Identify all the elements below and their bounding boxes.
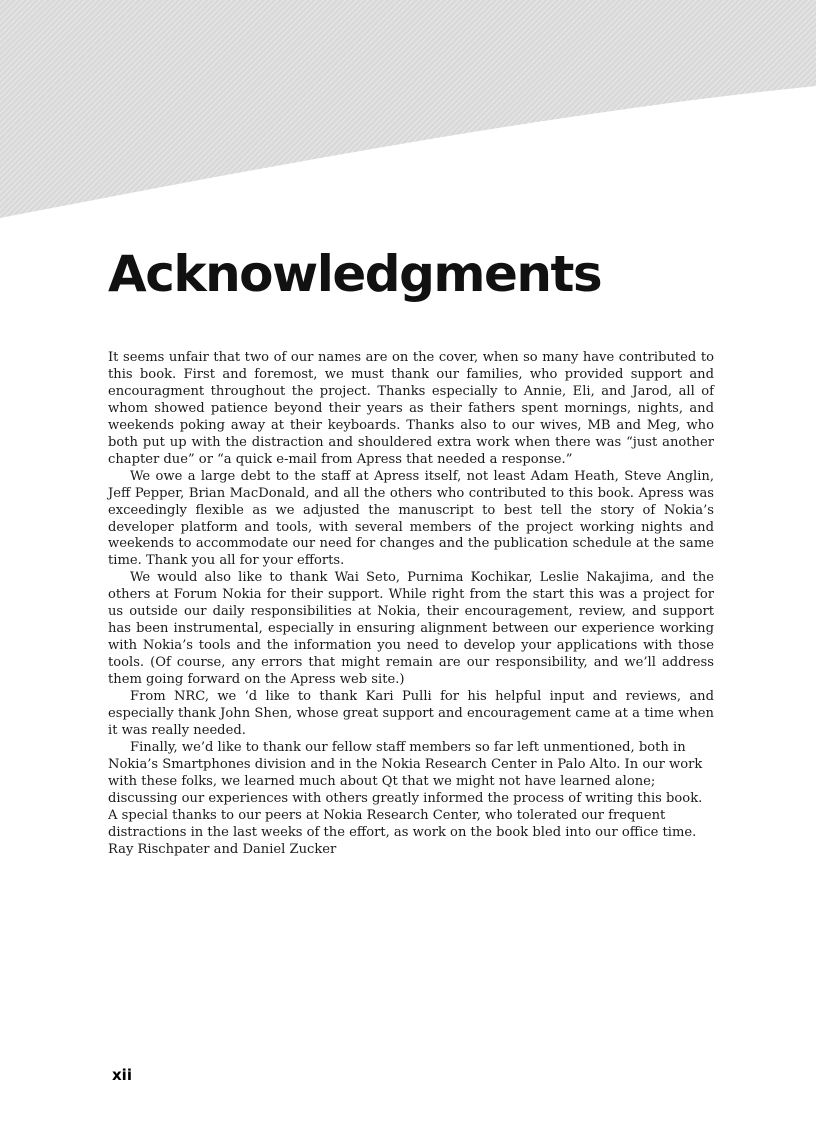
paragraph-3: We would also like to thank Wai Seto, Purnima Kochikar, Leslie Nakajima, and the others at Forum Nokia for their support. While right from the start this was a project for us outside our daily responsibilities at Nokia, their encouragement, review, and support has been instrumental, especially in ensuring alignment between our experience working with Nokia’s tools and the information you need to develop your applications with those tools. (Of course, any errors that might remain are our responsibility, and we’ll address them going forward on the Apress web site.) [108,570,714,688]
page-number: xii [112,1066,132,1084]
header-band [0,0,816,220]
header-swoosh [0,0,816,218]
paragraph-5: Finally, we’d like to thank our fellow staff members so far left unmentioned, both in Nokia’s Smartphones division and in the Nokia Research Center in Palo Alto. In our work with these folks, we learned much about Qt that we might not have learned alone; discussing our experiences with others greatly informed the process of writing this book. A special thanks to our peers at Nokia Research Center, who tolerated our frequent distractions in the last weeks of the effort, as work on the book bled into our office time. [108,739,703,840]
paragraph-4: From NRC, we ‘d like to thank Kari Pulli for his helpful input and reviews, and especially thank John Shen, whose great support and encouragement came at a time when it was really needed. [108,689,714,738]
signature: Ray Rischpater and Daniel Zucker [108,841,337,857]
paragraph-1: It seems unfair that two of our names are on the cover, when so many have contributed to this book. First and foremost, we must thank our families, who provided support and encouragment throughout the project. Thanks especially to Annie, Eli, and Jarod, all of whom showed patience beyond their years as their fathers spent mornings, nights, and weekends poking away at their keyboards. Thanks also to our wives, MB and Meg, who both put up with the distraction and shouldered extra work when there was “just another chapter due” or “a quick e-mail from Apress that needed a response.” [108,350,714,467]
page-title: Acknowledgments [108,245,602,303]
paragraph-2: We owe a large debt to the staff at Apress itself, not least Adam Heath, Steve Anglin, Jeff Pepper, Brian MacDonald, and all the others who contributed to this book. Apress was exceedingly flexible as we adjusted the manuscript to best tell the story of Nokia’s developer platform and tools, with several members of the project working nights and weekends to accommodate our need for changes and the publication schedule at the same time. Thank you all for your efforts. [108,468,714,569]
acknowledgments-body [108,350,714,859]
